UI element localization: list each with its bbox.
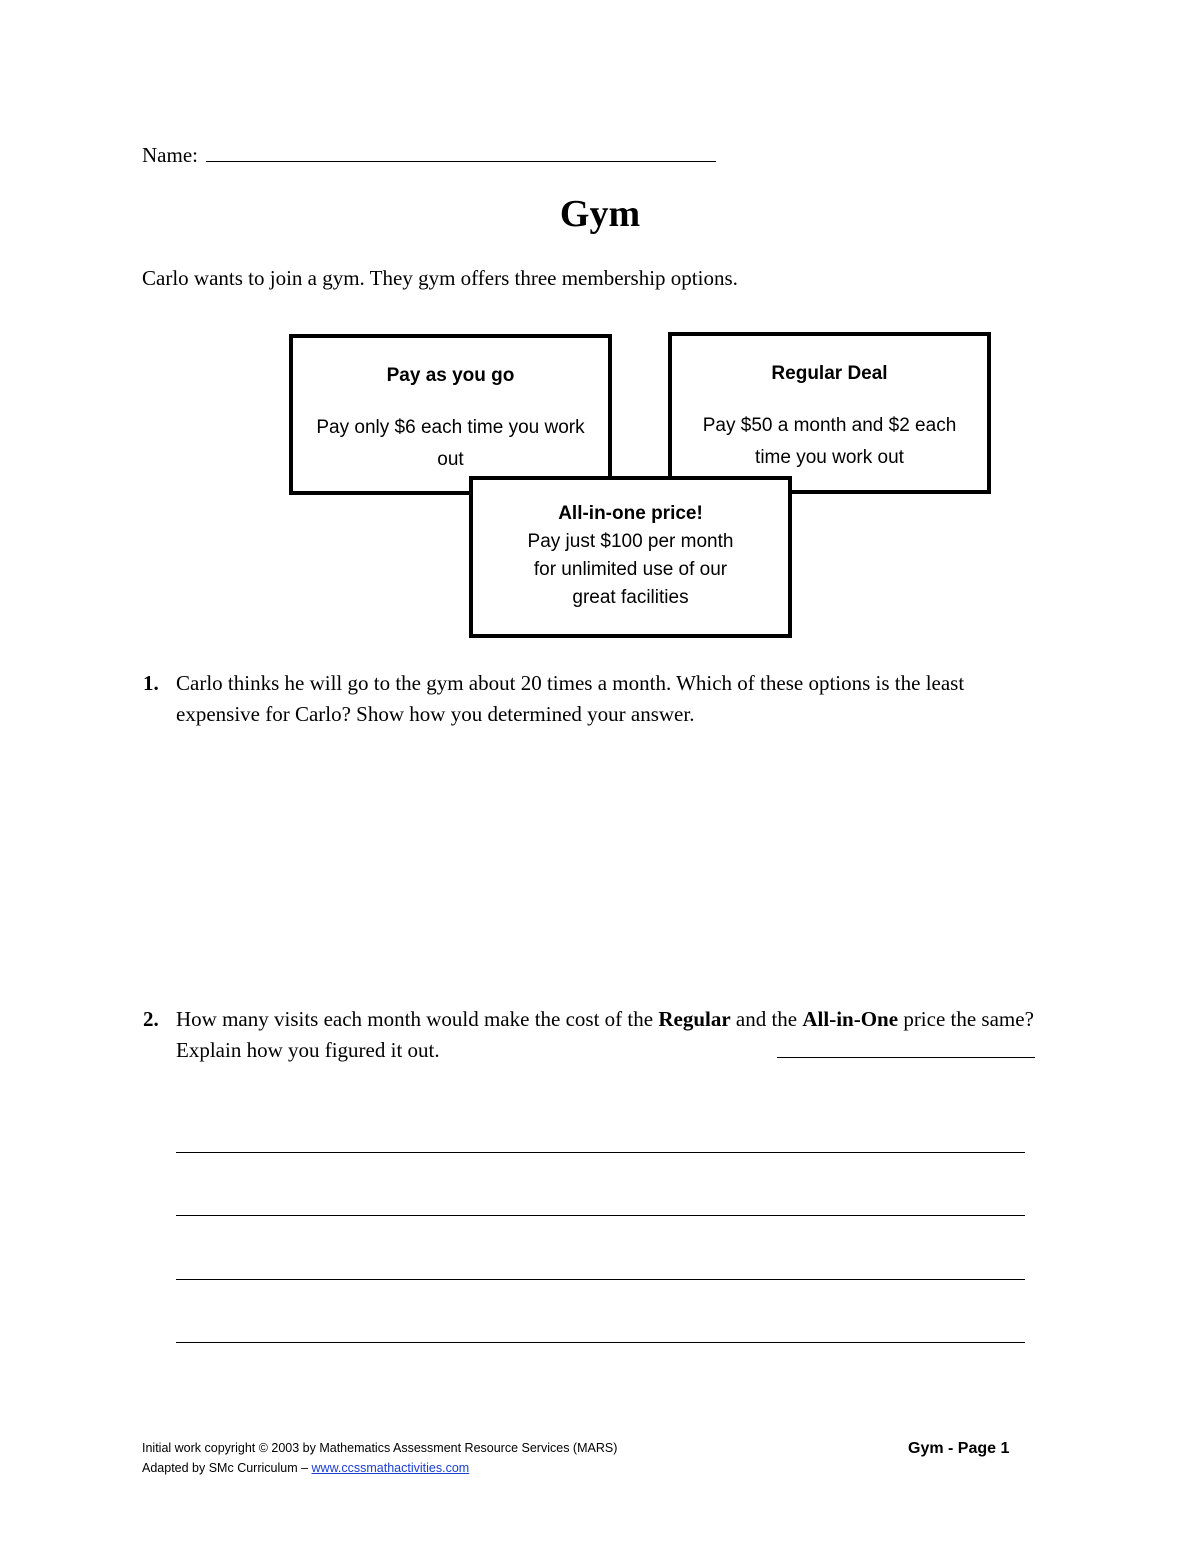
page-title: Gym [559, 193, 641, 235]
option-heading: All-in-one price! [558, 503, 703, 524]
option-regular-deal [668, 332, 991, 494]
writing-line[interactable] [176, 1342, 1025, 1343]
answer-blank[interactable] [777, 1057, 1035, 1058]
writing-line[interactable] [176, 1279, 1025, 1280]
adapted-text: Adapted by SMc Curriculum – [142, 1461, 312, 1475]
option-body: Pay only $6 each time you work out [316, 417, 585, 470]
option-heading: Regular Deal [771, 363, 888, 384]
intro-text: Carlo wants to join a gym. They gym offers three membership options. [142, 266, 738, 290]
writing-line[interactable] [176, 1152, 1025, 1153]
question-text: and the [730, 1007, 803, 1031]
option-pay-as-you-go [289, 334, 612, 495]
footer-credits [142, 1438, 617, 1478]
explain-prompt: Explain how you figured it out. [176, 1038, 440, 1062]
option-body: Pay $50 a month and $2 each time you work out [702, 415, 957, 468]
name-line [142, 143, 716, 168]
name-label: Name: [142, 143, 198, 167]
regular-emphasis: Regular [658, 1007, 731, 1031]
question-1 [143, 668, 1036, 730]
name-blank[interactable] [206, 143, 716, 162]
option-body-line: great facilities [572, 587, 689, 608]
page-number: Gym - Page 1 [908, 1440, 1010, 1457]
question-text: Carlo thinks he will go to the gym about 20 times a month. Which of these options is the least expensive for Carlo? Show how you determined your answer. [176, 671, 965, 726]
copyright-text: Initial work copyright © 2003 by Mathematics Assessment Resource Services (MARS) [142, 1441, 618, 1455]
question-number: 2. [143, 1007, 159, 1031]
question-number: 1. [143, 671, 159, 695]
all-in-one-emphasis: All-in-One [802, 1007, 899, 1031]
writing-line[interactable] [176, 1215, 1025, 1216]
option-all-in-one [469, 476, 792, 638]
option-body-line: for unlimited use of our [533, 559, 728, 580]
question-text: How many visits each month would make the cost of the [176, 1007, 659, 1031]
question-text: price the same? [898, 1007, 1034, 1031]
option-heading: Pay as you go [386, 365, 515, 386]
website-link[interactable]: www.ccssmathactivities.com [311, 1461, 470, 1475]
option-body-line: Pay just $100 per month [527, 531, 734, 552]
